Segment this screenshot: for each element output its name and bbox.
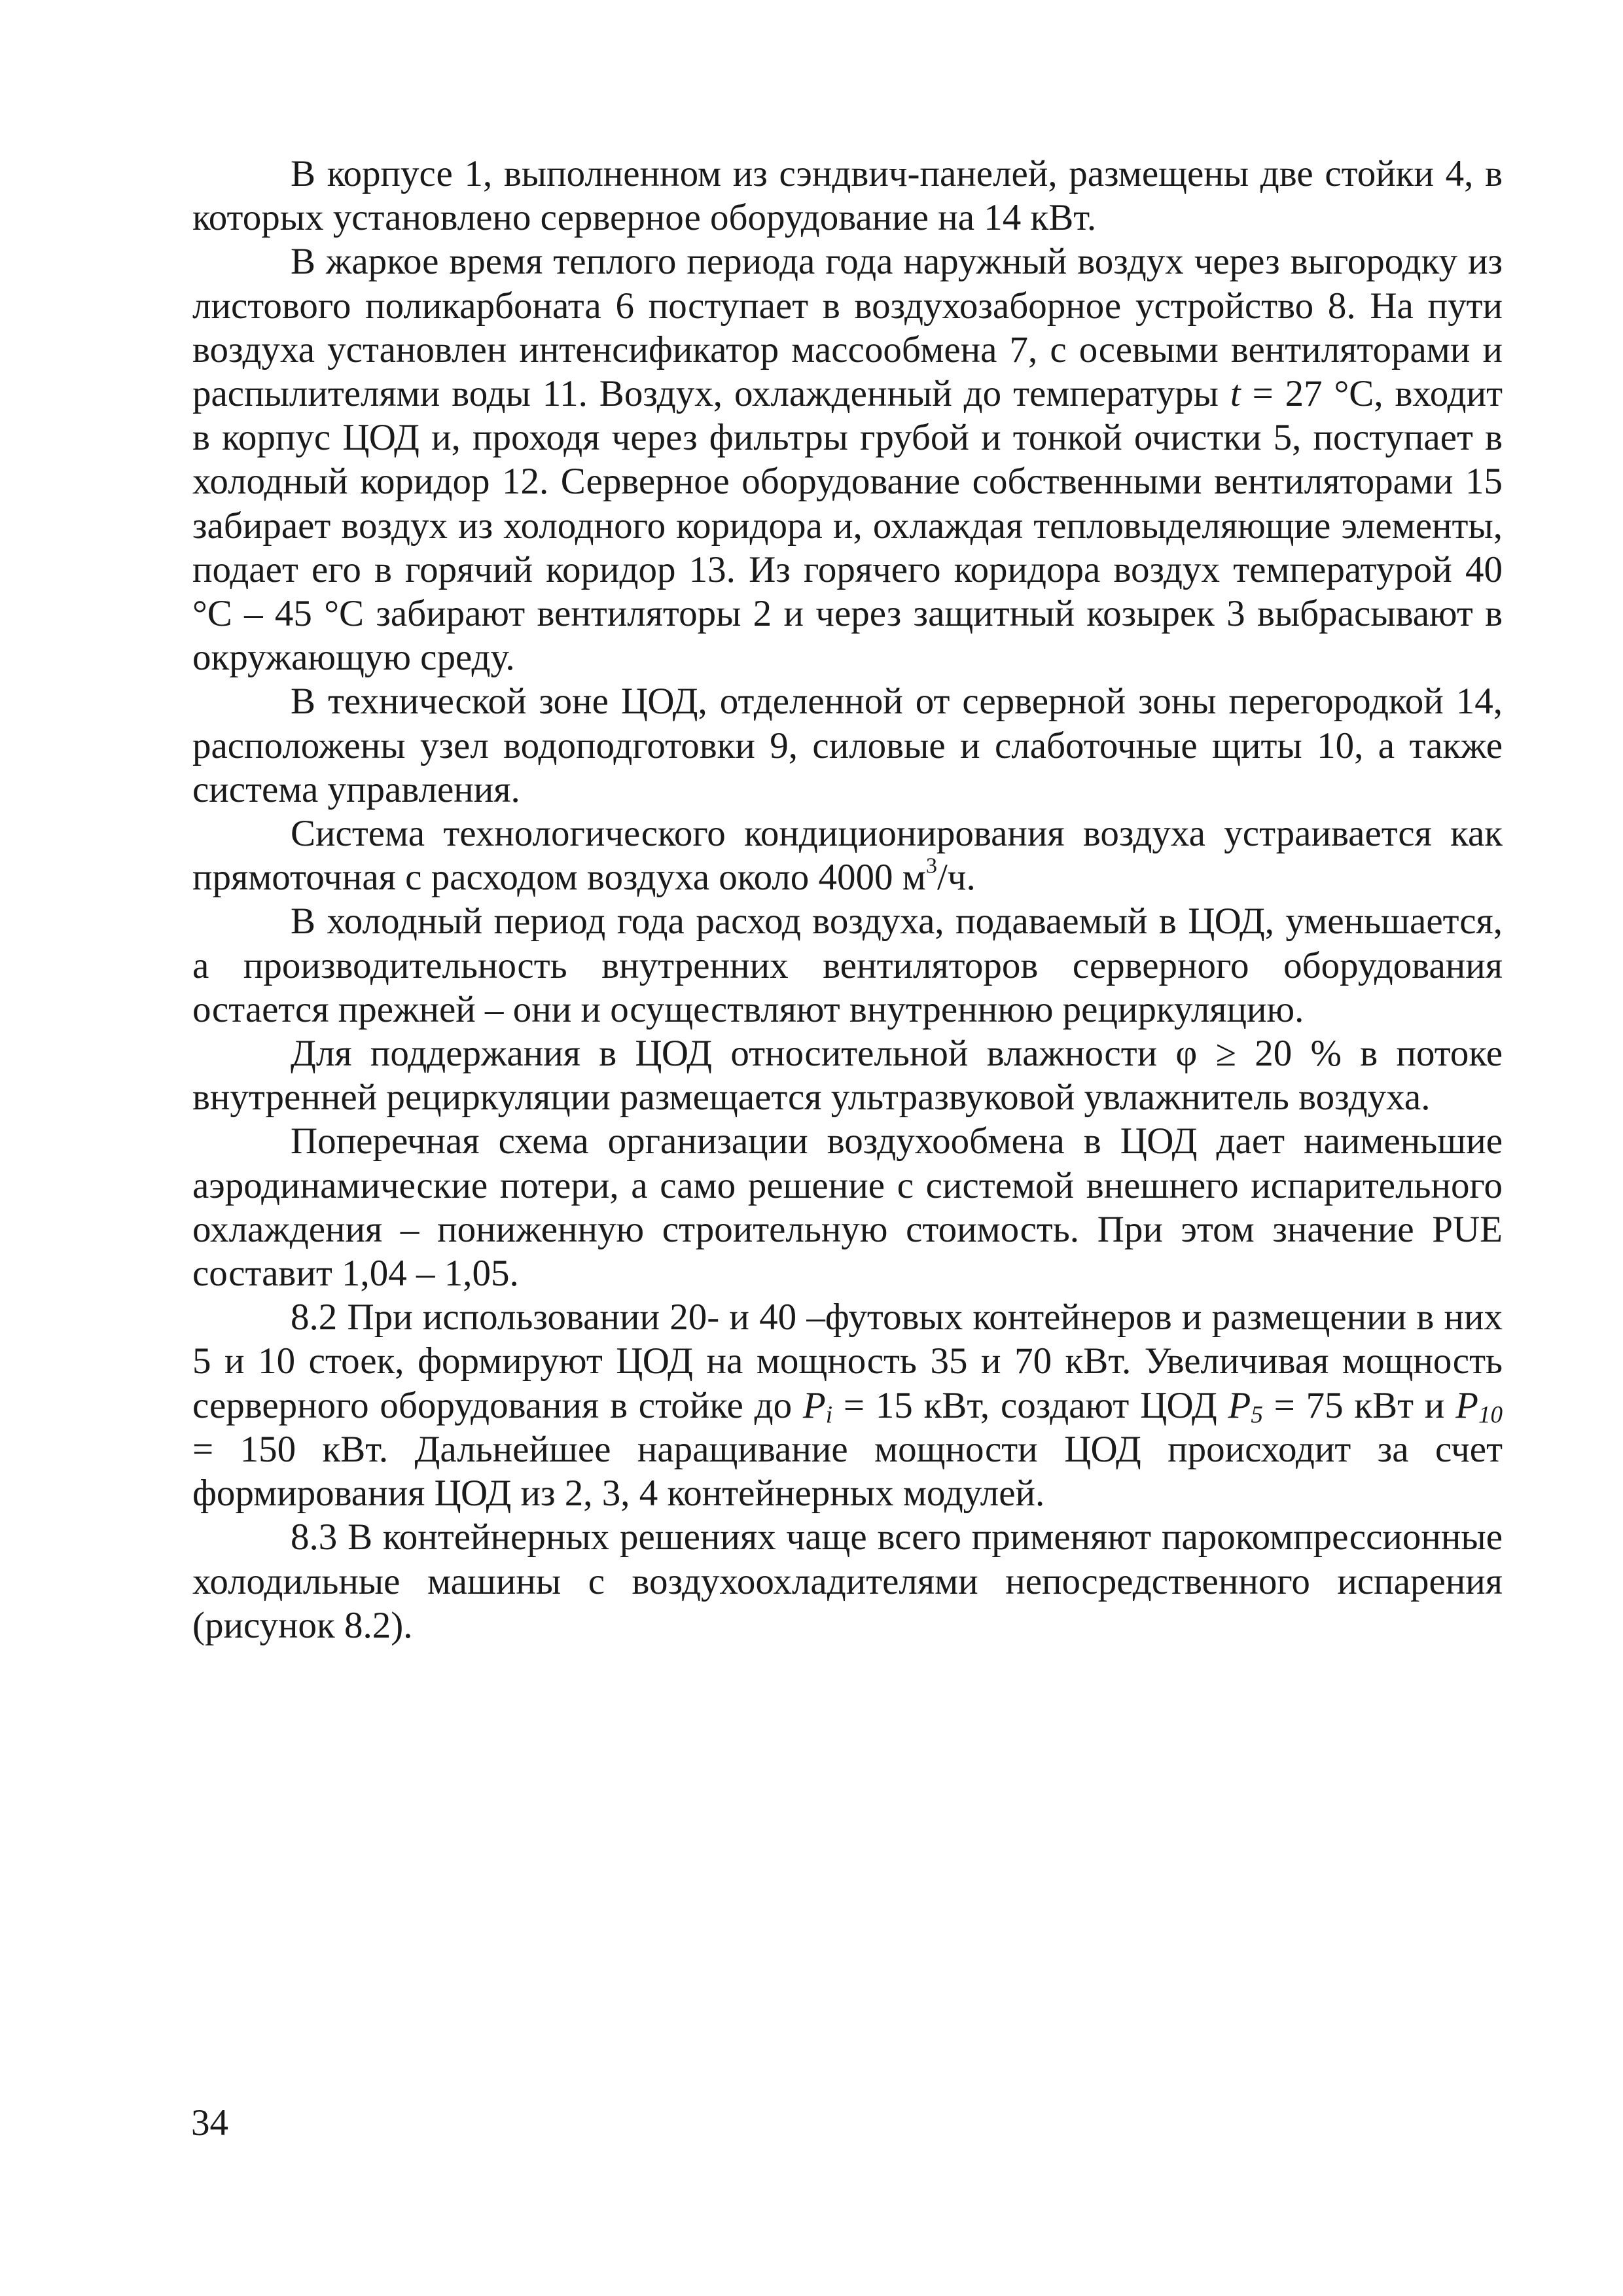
paragraph-8-text-d: = 150 кВт. Дальнейшее наращивание мощности ЦОД происходит за счет формирования ЦОД из 2, 3, 4 контейнерных модулей. xyxy=(192,1428,1503,1515)
paragraph-2 xyxy=(192,240,1503,679)
temperature-variable: t xyxy=(1230,373,1241,415)
paragraph-6: Для поддержания в ЦОД относительной влажности φ ≥ 20 % в потоке внутренней рециркуляции размещается ультразвуковой увлажнитель воздуха. xyxy=(192,1033,1503,1119)
paragraph-3: В технической зоне ЦОД, отделенной от серверной зоны перегородкой 14, расположены узел водоподготовки 9, силовые и слаботочные щиты 10, а также система управления. xyxy=(192,681,1503,810)
paragraph-4-text-b: /ч. xyxy=(936,857,976,899)
document-body xyxy=(192,152,1503,1647)
paragraph-1: В корпусе 1, выполненном из сэндвич-панелей, размещены две стойки 4, в которых установлено серверное оборудование на 14 кВт. xyxy=(192,153,1503,239)
paragraph-5: В холодный период года расход воздуха, подаваемый в ЦОД, уменьшается, а производительность внутренних вентиляторов серверного оборудования остается прежней – они и осуществляют внутреннюю рециркуляцию. xyxy=(192,901,1503,1030)
subscript-5: 5 xyxy=(1251,1401,1263,1429)
paragraph-8 xyxy=(192,1295,1503,1515)
paragraph-8-text-c: = 75 кВт и xyxy=(1262,1384,1456,1426)
paragraph-7: Поперечная схема организации воздухообмена в ЦОД дает наименьшие аэродинамические потери, а само решение с системой внешнего испарительного охлаждения – пониженную строительную стоимость. При этом значение PUE составит 1,04 – 1,05. xyxy=(192,1121,1503,1295)
paragraph-4 xyxy=(192,812,1503,899)
paragraph-8-text-a: 8.2 При использовании 20- и 40 –футовых контейнеров и размещении в них 5 и 10 стоек, формируют ЦОД на мощность 35 и 70 кВт. Увеличивая мощность серверного оборудования в стойке до xyxy=(192,1297,1503,1426)
rack-index-subscript: i xyxy=(825,1401,833,1429)
paragraph-2-text-a: В жаркое время теплого периода года наружный воздух через выгородку из листового поликарбоната 6 поступает в воздухозаборное устройство 8. На пути воздуха установлен интенсификатор массообмена 7, с осевыми вентиляторами и распылителями воды 11. Воздух, охлажденный до температуры xyxy=(192,241,1503,415)
page-number: 34 xyxy=(191,2102,228,2144)
paragraph-4-text-a: Система технологического кондиционирования воздуха устраивается как прямоточная с расходом воздуха около 4000 м xyxy=(192,813,1503,899)
paragraph-8-text-b: = 15 кВт, создают ЦОД xyxy=(832,1384,1228,1426)
power-variable-rack: P xyxy=(802,1384,826,1426)
paragraph-9: 8.3 В контейнерных решениях чаще всего применяют парокомпрессионные холодильные машины с воздухоохладителями непосредственного испарения (рисунок 8.2). xyxy=(192,1516,1503,1646)
power-variable-5: P xyxy=(1228,1384,1251,1426)
paragraph-2-text-b: = 27 °С, входит в корпус ЦОД и, проходя через фильтры грубой и тонкой очистки 5, поступает в холодный коридор 12. Серверное оборудование собственными вентиляторами 15 забирает воздух из холодного коридора и, охлаждая тепловыделяющие элементы, подает его в горячий коридор 13. Из горячего коридора воздух температурой 40 °С – 45 °С забирают вентиляторы 2 и через защитный козырек 3 выбрасывают в окружающую среду. xyxy=(192,373,1503,679)
cubic-superscript: 3 xyxy=(925,853,937,878)
subscript-10: 10 xyxy=(1478,1401,1503,1429)
power-variable-10: P xyxy=(1455,1384,1478,1426)
